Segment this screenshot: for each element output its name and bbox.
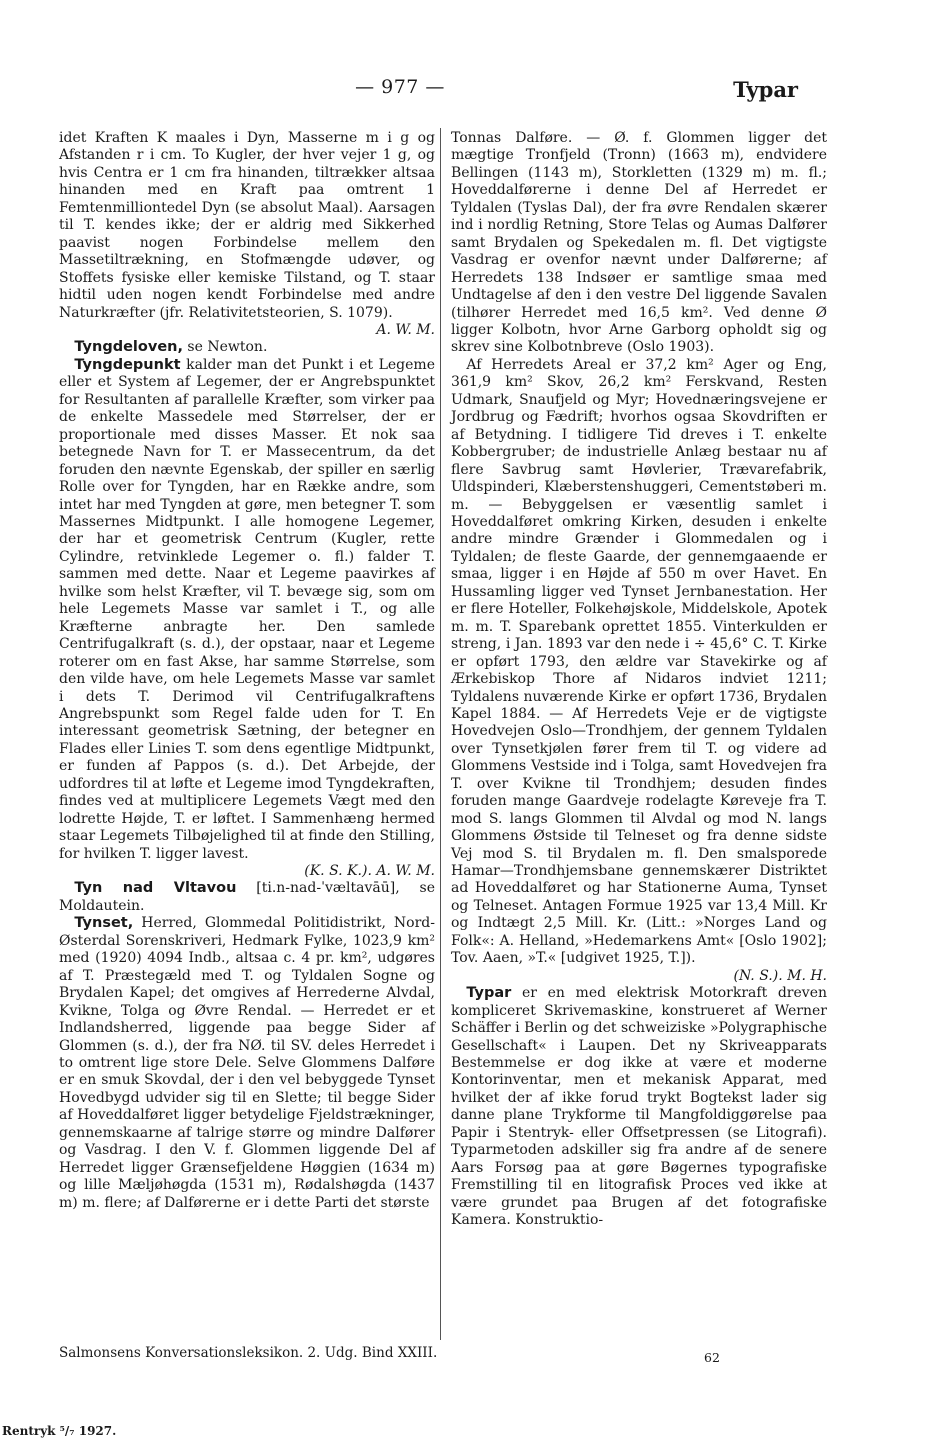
entry-headword: Tyn nad Vltavou <box>74 880 237 897</box>
entry-headword: Tynset, <box>74 915 134 932</box>
author-signature: (K. S. K.). A. W. M. <box>304 863 435 880</box>
right-column <box>451 130 827 1230</box>
entry-tyn-nad-vltavou <box>59 880 435 915</box>
paragraph-text: Af Herredets Areal er 37,2 km² Ager og Eng, 361,9 km² Skov, 26,2 km² Ferskvand, Resten Udmark, Snaufjeld og Myr; Hovednæringsvejene er Jordbrug og Fædrift; hvorhos ogsaa Skovdriften er af Betydning. I tidligere Tid dreves i T. enkelte Kobbergruber; de industrielle Anlæg bestaar nu af flere Savbrug samt Høvlerier, Trævarefabrik, Uldspinderi, Klæberstenshuggeri, Cementstøberi m. m. — Bebyggelsen er væsentlig samlet i Hoveddalføret omkring Kirken, desuden i enkelte andre mindre Grænder i Glommedalen og i Tyldalen; de fleste Gaarde, der gennemgaaende er smaa, ligger i en Højde af 550 m over Havet. En Hussamling ligger ved Tynset Jernbanestation. Her er flere Hoteller, Folkehøjskole, Middelskole, Apotek m. m. T. Sparebank oprettet 1855. Vinterkulden er streng, i Jan. 1893 var den nede i ÷ 45,6° C. T. Kirke er opført 1793, den ældre var Stavekirke og af Ærkebiskop Thore af Nidaros indviet 1211; Tyldalens nuværende Kirke er opført 1736, Brydalen Kapel 1884. — Af Herredets Veje er de vigtigste Hovedvejen Oslo—Trondhjem, der gennem Tyldalen over Tynsetkjølen fører frem til T. og videre ad Glommens Vestside ind i Tolga, samt Hovedvejen fra T. over Kvikne til Trondhjem; desuden findes foruden mange Gaardveje rodelagte Køreveje fra T. mod S. langs Glommen til Alvdal og mod N. langs Glommens Østside til Telneset og fra denne sidste Vej mod S. til Brydalen m. fl. Den smalsporede Hamar—Trondhjemsbane gennemskærer Distriktet ad Hoveddalføret og har Stationerne Auma, Tynset og Telneset. Antagen Formue 1925 var 13,4 Mill. Kr og Indtægt 2,5 Mill. Kr. (Litt.: »Norges Land og Folk«: A. Helland, »Hedemarkens Amt« [Oslo 1902]; Tov. Aaen, »T.« [udgivet 1925, T.]). <box>451 356 827 967</box>
entry-text: er en med elektrisk Motorkraft dreven kompliceret Skrivemaskine, konstrueret af Werner Schäffer i Berlin og det schweiziske »Polygraphische Gesellschaft« i Laupen. Det ny Skriveapparats Bestemmelse er dog ikke at være et moderne Kontorinventar, men et mekanisk Apparat, med hvilket der af ikke forud trykt Bogtekst lader sig danne plane Trykforme til Mangfoldiggørelse paa Papir i Stentryk- eller Offsetpressen (se Litografi). Typarmetoden adskiller sig fra andre af de senere Aars Forsøg paa at gøre Bøgernes typografiske Fremstilling til en litografisk Proces ved ikke at være grundet paa Brugen af det fotografiske Kamera. Konstruktio- <box>451 985 828 1229</box>
author-signature: (N. S.). M. H. <box>733 967 827 984</box>
entry-headword: Typar <box>466 985 512 1002</box>
entry-text: [ti.n-nad-ˈvæltavāū], se Moldautein. <box>59 880 435 914</box>
entry-tynset <box>59 915 435 1212</box>
publication-footer: Salmonsens Konversationsleksikon. 2. Udg. Bind XXIII. <box>59 1345 438 1361</box>
entry-typar <box>451 985 827 1229</box>
print-note: Rentryk ⁵/₇ 1927. <box>2 1424 117 1438</box>
page-number: — 977 — <box>355 76 445 98</box>
entry-headword: Tyngdepunkt <box>74 356 181 373</box>
paragraph <box>451 357 827 985</box>
entry-tyngdepunkt <box>59 357 435 881</box>
entry-tyngdeloven <box>59 339 435 356</box>
running-head: Typar <box>733 77 798 102</box>
entry-text: Herred, Glommedal Politidistrikt, Nord-Østerdal Sorenskriveri, Hedmark Fylke, 1023,9 km² med (1920) 4094 Indb., altsaa c. 4 pr. km², udgøres af T. Præstegæld med T. og Tyldalen Sogne og Brydalen Kapel; det omgives af Herrederne Alvdal, Kvikne, Tolga og Øvre Rendal. — Herredet er et Indlandsherred, liggende paa begge Sider af Glommen (s. d.), der fra NØ. til SV. deles Herredet i to omtrent lige store Dele. Selve Glommens Dalføre er en smuk Skovdal, der i den vel bebyggede Tynset Hovedbygd udvider sig til en Slette; til begge Sider af Hoveddalføret ligger betydelige Fjeldstrækninger, gennemskaarne af talrige større og mindre Dalfører og Vasdrag. I den V. f. Glommen liggende Del af Herredet ligger Grænsefjeldene Høggien (1634 m) og lille Mæljøhøgda (1531 m), Rødalshøgda (1437 m) m. flere; af Dalførerne er i dette Parti det største <box>59 915 435 1211</box>
page-header <box>0 0 928 112</box>
paragraph: Tonnas Dalføre. — Ø. f. Glommen ligger det mægtige Tronfjeld (Tronn) (1663 m), endvidere Bellingen (1143 m), Storkletten (1329 m) m. fl.; Hoveddalførerne i denne Del af Herredet er Tyldalen (Tyslas Dal), der fra øvre Rendalen skærer ind i nordlig Retning, Store Telas og Aumas Dalfører samt Brydalen og Spekedalen m. fl. Det vigtigste Vasdrag er ovenfor nævnt under Dalførerne; af Herredets 138 Indsøer er samtlige smaa med Undtagelse af den i den vestre Del liggende Savalen (tilhører Herredet med 16,5 km². Ved denne Ø ligger Kolbotn, hvor Arne Garborg opholdt sig og skrev sine Kolbotnbreve (Oslo 1903). <box>451 130 827 356</box>
paragraph-text: idet Kraften K maales i Dyn, Masserne m i g og Afstanden r i cm. To Kugler, der hver vejer 1 g, og hvis Centra er 1 cm fra hinanden, tiltrækker altsaa hinanden med en Kraft paa omtrent 1 Femtenmilliontedel Dyn (se absolut Maal). Aarsagen til T. kendes ikke; der er aldrig med Sikkerhed paavist nogen Forbindelse mellem den Massetiltrækning, en Stofmængde udøver, og Stoffets fysiske eller kemiske Tilstand, og T. staar hidtil uden nogen kendt Forbindelse med andre Naturkræfter (jfr. Relativitetsteorien, S. 1079). <box>59 130 435 321</box>
signature-mark: 62 <box>704 1350 720 1365</box>
author-signature: A. W. M. <box>376 321 435 338</box>
entry-headword: Tyngdeloven, <box>74 339 183 356</box>
column-divider <box>440 128 441 1340</box>
left-column <box>59 130 435 1212</box>
entry-text: kalder man det Punkt i et Legeme eller et System af Legemer, der er Angrebspunktet for Resultanten af parallelle Kræfter, som virker paa de enkelte Massedele med Størrelser, der er proportionale med disses Masser. Et nok saa betegnede Navn for T. er Massecentrum, da det foruden den nævnte Egenskab, der spiller en særlig Rolle over for Tyngden, har en Række andre, som intet har med Tyngden at gøre, men betegner T. som Massernes Midtpunkt. I alle homogene Legemer, der har et geometrisk Centrum (Kugler, rette Cylindre, retvinklede Legemer o. fl.) falder T. sammen med dette. Naar et Legeme paavirkes af hvilke som helst Kræfter, vil T. bevæge sig, som om hele Legemets Masse var samlet i T., og alle Kræfterne anbragte her. Den samlede Centrifugalkraft (s. d.), der opstaar, naar et Legeme roterer om en fast Akse, har samme Størrelse, som den vilde have, om hele Legemets Masse var samlet i dets T. Derimod vil Centrifugalkraftens Angrebspunkt som Regel falde uden for T. En interessant geometrisk Sætning, der betegner en Flades eller Linies T. som dens egentlige Midtpunkt, er funden af Pappos (s. d.). Det Arbejde, der udfordres til at løfte et Legeme imod Tyngdekraften, findes ved at multiplicere Legemets Vægt med den lodrette Højde, T. er løftet. I Sammenhæng hermed staar Legemets Tilbøjelighed til at finde den Stilling, for hvilken T. ligger lavest. <box>59 356 435 862</box>
entry-text: se Newton. <box>182 339 268 356</box>
paragraph <box>59 130 435 339</box>
